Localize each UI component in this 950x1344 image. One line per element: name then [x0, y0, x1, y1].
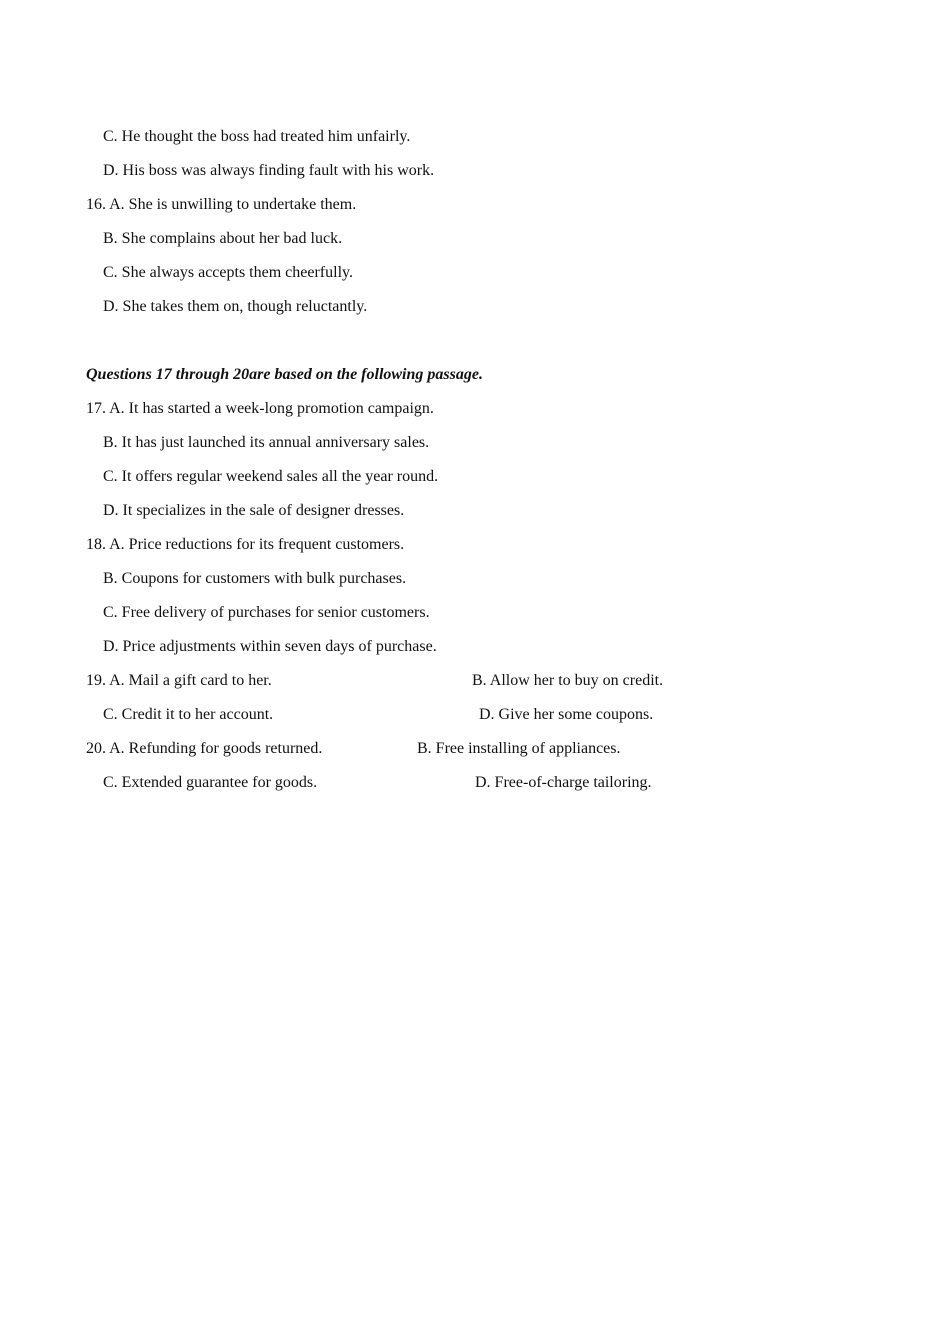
- q20-option-c: C. Extended guarantee for goods.: [103, 774, 318, 791]
- q18-option-d: D. Price adjustments within seven days of purchase.: [103, 638, 437, 655]
- q19-option-c: C. Credit it to her account.: [103, 706, 274, 723]
- q16-option-c: C. She always accepts them cheerfully.: [103, 264, 353, 281]
- q18-option-c: C. Free delivery of purchases for senior customers.: [103, 604, 430, 621]
- q20-option-d: D. Free-of-charge tailoring.: [475, 774, 652, 791]
- q19-option-b: B. Allow her to buy on credit.: [472, 672, 664, 689]
- q16-option-b: B. She complains about her bad luck.: [103, 230, 343, 247]
- q18-option-a: 18. A. Price reductions for its frequent customers.: [86, 536, 405, 553]
- q18-option-b: B. Coupons for customers with bulk purchases.: [103, 570, 407, 587]
- q19-option-d: D. Give her some coupons.: [479, 706, 654, 723]
- q17-option-d: D. It specializes in the sale of designer dresses.: [103, 502, 405, 519]
- q15-option-c: C. He thought the boss had treated him unfairly.: [103, 128, 411, 145]
- q17-option-b: B. It has just launched its annual anniversary sales.: [103, 434, 430, 451]
- q20-option-a: 20. A. Refunding for goods returned.: [86, 740, 323, 757]
- q16-option-a: 16. A. She is unwilling to undertake them.: [86, 196, 357, 213]
- q17-option-c: C. It offers regular weekend sales all the year round.: [103, 468, 439, 485]
- q15-option-d: D. His boss was always finding fault with his work.: [103, 162, 435, 179]
- section-heading: Questions 17 through 20are based on the following passage.: [86, 366, 483, 383]
- q20-option-b: B. Free installing of appliances.: [417, 740, 621, 757]
- q19-option-a: 19. A. Mail a gift card to her.: [86, 672, 272, 689]
- q16-option-d: D. She takes them on, though reluctantly.: [103, 298, 368, 315]
- q17-option-a: 17. A. It has started a week-long promotion campaign.: [86, 400, 434, 417]
